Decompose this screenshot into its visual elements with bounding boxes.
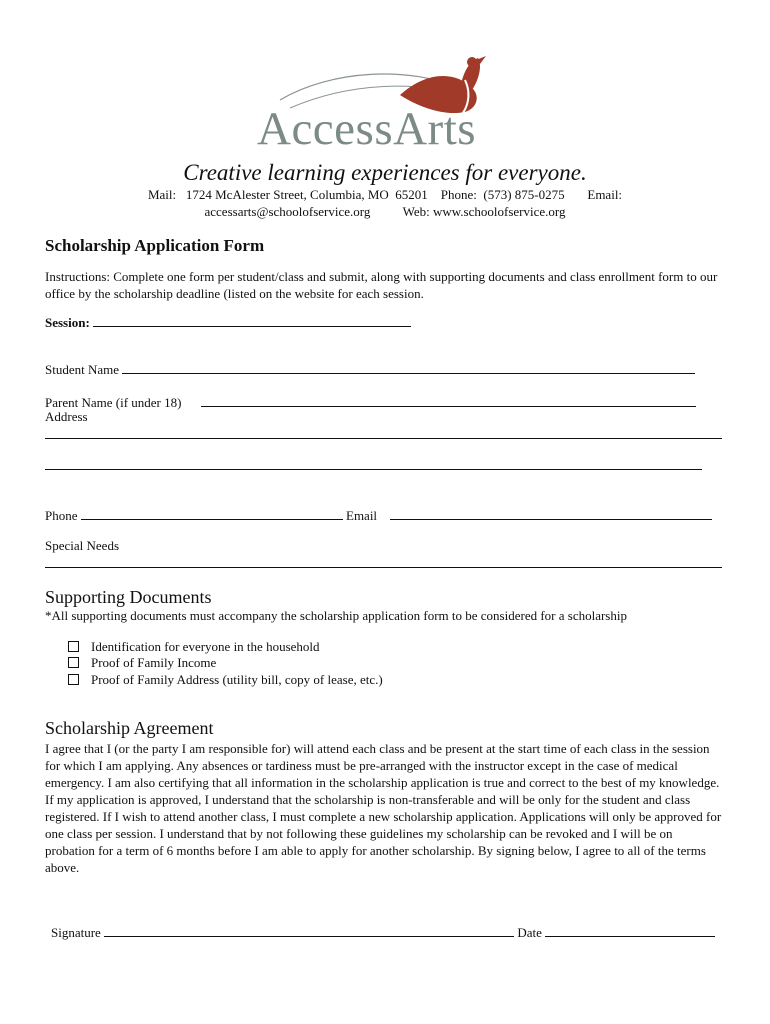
checklist-item-label: Identification for everyone in the household	[91, 639, 320, 654]
special-needs-field[interactable]	[45, 567, 722, 568]
agreement-body: I agree that I (or the party I am responsible for) will attend each class and be present at the start time of each class in the session for which I am applying. Any absences or tardiness must be pre-arranged with the instructor except in the case of medical emergency. I am also certifying that all information in the scholarship application is true and correct to the best of my knowledge. If my application is approved, I understand that the scholarship is non-transferable and will be only for the student and class registered. If I wish to attend another class, I must complete a new scholarship application. Applications will only be approved for one class per session. I understand that by not following these guidelines my scholarship can be revoked and I will be on probation for a term of 6 months before I am able to apply for another scholarship. By signing below, I agree to all of the terms above.	[45, 741, 722, 875]
checklist-item	[68, 639, 320, 655]
email-label: Email	[346, 508, 378, 523]
date-label: Date	[517, 925, 542, 940]
date-field[interactable]	[545, 924, 715, 937]
checkbox[interactable]	[68, 674, 79, 685]
parent-name-row	[45, 394, 696, 411]
scholarship-agreement-heading: Scholarship Agreement	[45, 718, 214, 738]
session-label: Session:	[45, 315, 90, 330]
signature-field[interactable]	[104, 924, 514, 937]
parent-name-label: Parent Name (if under 18)	[45, 395, 182, 410]
phone-label: Phone	[45, 508, 78, 523]
signature-label: Signature	[51, 925, 101, 940]
tagline: Creative learning experiences for everyone.	[183, 160, 587, 185]
student-name-row	[45, 361, 695, 378]
phone-field[interactable]	[81, 507, 343, 520]
session-field[interactable]	[93, 314, 411, 327]
checkbox[interactable]	[68, 657, 79, 668]
signature-date-row	[51, 924, 715, 941]
checklist-item-label: Proof of Family Income	[91, 655, 217, 670]
email-field[interactable]	[390, 507, 712, 520]
student-name-label: Student Name	[45, 362, 120, 377]
session-row	[45, 314, 411, 331]
contact-line-2: accessarts@schoolofservice.org Web: www.schoolofservice.org	[204, 204, 566, 219]
student-name-field[interactable]	[122, 361, 695, 374]
checklist-item	[68, 672, 383, 688]
phone-email-row	[45, 507, 712, 524]
contact-line-1: Mail: 1724 McAlester Street, Columbia, MO 65201 Phone: (573) 875-0275 Email:	[147, 187, 623, 202]
logo-wordmark: AccessArts	[257, 103, 477, 155]
supporting-documents-note: *All supporting documents must accompany the scholarship application form to be considered for a scholarship	[45, 608, 627, 623]
checklist-item-label: Proof of Family Address (utility bill, copy of lease, etc.)	[91, 672, 383, 687]
address-field-line-2[interactable]	[45, 469, 702, 470]
form-title: Scholarship Application Form	[45, 236, 265, 255]
checklist-item	[68, 655, 216, 671]
instructions: Instructions: Complete one form per student/class and submit, along with supporting documents and class enrollment form to our office by the scholarship deadline (listed on the website for each session.	[45, 269, 718, 301]
supporting-documents-heading: Supporting Documents	[45, 587, 212, 607]
address-label: Address	[45, 409, 88, 424]
special-needs-label: Special Needs	[45, 538, 120, 553]
address-field-line-1[interactable]	[45, 438, 722, 439]
checkbox[interactable]	[68, 641, 79, 652]
parent-name-field[interactable]	[201, 394, 696, 407]
